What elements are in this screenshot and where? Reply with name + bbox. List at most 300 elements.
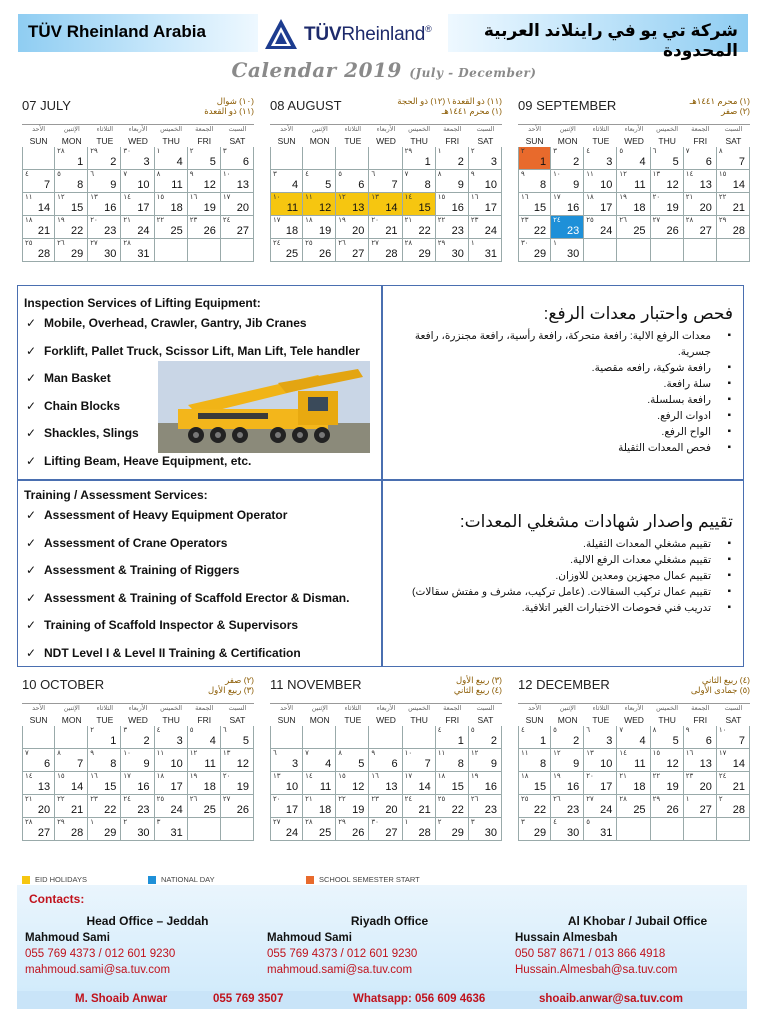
hijri-day: ١٣: [371, 194, 379, 201]
day-cell: [551, 726, 584, 749]
gregorian-day: 24: [170, 804, 183, 816]
day-cell: [121, 147, 154, 170]
hijri-day: ٢٨: [25, 819, 33, 826]
hijri-day: ١١: [156, 750, 165, 757]
hijri-day: ١: [156, 148, 161, 155]
gregorian-day: 1: [540, 156, 547, 168]
gregorian-day: 26: [319, 248, 332, 260]
day-cell: [684, 193, 717, 216]
lifting-item-en: ✓ Lifting Beam, Heave Equipment, etc.: [24, 454, 360, 482]
contacts-panel: [17, 885, 747, 991]
gregorian-day: 6: [705, 735, 712, 747]
day-cell: [336, 795, 369, 818]
day-cell: [88, 216, 121, 239]
day-cell: [155, 795, 188, 818]
hijri-month-2: (٢) صفر: [721, 106, 750, 116]
hijri-day: ٧: [619, 727, 624, 734]
office-name: Head Office – Jeddah: [86, 914, 209, 928]
office-phone[interactable]: 055 769 4373 / 012 601 9230: [267, 948, 418, 960]
hijri-day: ٢٢: [156, 217, 165, 224]
gregorian-day: 15: [104, 781, 117, 793]
weekday-ar: الخميس: [408, 705, 431, 712]
hijri-day: ٤: [25, 171, 29, 178]
weekday-en: THU: [162, 136, 180, 146]
day-cell: [617, 170, 650, 193]
office-khobar: [515, 914, 760, 978]
day-cell: [551, 216, 584, 239]
company-name-ar: شركة تي يو في راينلاند العربية المحدودة: [483, 21, 738, 60]
day-cell: [303, 818, 336, 841]
day-cell: [121, 216, 154, 239]
hijri-day: ٣: [521, 819, 525, 826]
weekday-en: SUN: [525, 715, 544, 725]
gregorian-day: 7: [77, 758, 84, 770]
hijri-day: ٣: [273, 171, 277, 178]
day-cell: [221, 147, 254, 170]
day-cell: [469, 147, 502, 170]
hijri-day: ٥: [586, 819, 591, 826]
day-cell: [717, 147, 750, 170]
hijri-day: ١٠: [404, 750, 413, 757]
day-cell: [617, 216, 650, 239]
day-cell: [651, 749, 684, 772]
hijri-day: ٢٧: [652, 217, 661, 224]
hijri-day: ٢: [470, 148, 475, 155]
gregorian-day: 30: [104, 248, 117, 260]
day-cell: [155, 818, 188, 841]
hijri-day: ١٣: [273, 773, 281, 780]
day-cell: [436, 147, 469, 170]
gregorian-day: 1: [424, 156, 431, 168]
lifting-title-ar: فحص واحتبار معدات الرفع:: [543, 304, 733, 323]
hijri-day: ١٥: [652, 750, 661, 757]
hijri-month-2: (٤) ربيع الثاني: [453, 685, 502, 695]
day-cell: [336, 239, 369, 262]
day-cell: [121, 726, 154, 749]
hijri-day: ٢٧: [371, 240, 379, 247]
hijri-month-2: (١) محرم ١٤٤١هـ: [441, 106, 502, 116]
gregorian-day: 22: [451, 804, 464, 816]
day-cell: [303, 193, 336, 216]
day-cell: [188, 818, 221, 841]
gregorian-day: 30: [484, 827, 497, 839]
gregorian-day: 22: [71, 225, 84, 237]
day-cell: [469, 818, 502, 841]
gregorian-day: 27: [352, 248, 365, 260]
weekday-ar: الخميس: [656, 126, 679, 133]
hijri-day: ١٢: [189, 750, 198, 757]
day-cell: [436, 239, 469, 262]
gregorian-day: 5: [325, 179, 332, 191]
hijri-day: ٢٨: [57, 148, 65, 155]
hijri-day: ٨: [718, 148, 723, 155]
month-grid: [270, 703, 502, 841]
lifting-services-ar: [398, 304, 733, 456]
gregorian-day: 30: [567, 248, 580, 260]
hijri-day: ١١: [437, 750, 446, 757]
gregorian-day: 17: [600, 202, 613, 214]
hijri-day: ٢٢: [338, 796, 346, 803]
gregorian-day: 18: [633, 781, 646, 793]
gregorian-day: 19: [203, 202, 216, 214]
hijri-day: ٤: [553, 819, 557, 826]
office-phone[interactable]: 050 587 8671 / 013 866 4918: [515, 948, 666, 960]
lifting-item-ar: ▪ رافعة شوكية، رافعه مقصية.: [398, 360, 733, 376]
hijri-day: ٢٠: [273, 796, 281, 803]
day-cell: [22, 216, 55, 239]
hijri-day: ٢٩: [57, 819, 65, 826]
weekday-row-en: [270, 135, 502, 147]
day-cell: [518, 239, 551, 262]
office-email[interactable]: mahmoud.sami@sa.tuv.com: [25, 964, 171, 976]
hijri-day: ١٣: [586, 750, 594, 757]
day-cell: [403, 772, 436, 795]
day-cell: [155, 147, 188, 170]
day-cell: [684, 772, 717, 795]
weekday-en: FRI: [445, 136, 460, 146]
weekday-ar: الخميس: [160, 705, 183, 712]
footer-phone[interactable]: 055 769 3507: [213, 993, 284, 1005]
day-cell: [651, 726, 684, 749]
weekday-en: SUN: [277, 136, 296, 146]
footer-whatsapp[interactable]: Whatsapp: 056 609 4636: [353, 993, 486, 1005]
hijri-day: ٤: [156, 727, 161, 734]
day-cell: [55, 726, 88, 749]
weekday-en: FRI: [197, 715, 212, 725]
training-services-ar: [398, 512, 733, 616]
hijri-day: ٢٩: [90, 148, 98, 155]
gregorian-day: 13: [352, 202, 365, 214]
day-cell: [651, 193, 684, 216]
hijri-day: ١٦: [685, 750, 694, 757]
hijri-day: ١٧: [273, 217, 281, 224]
day-cell: [270, 772, 303, 795]
day-cell: [221, 170, 254, 193]
hijri-day: ٨: [57, 750, 61, 757]
hijri-day: ١٩: [553, 773, 561, 780]
hijri-day: ١٨: [25, 217, 33, 224]
weekday-en: THU: [658, 136, 676, 146]
day-cell: [303, 795, 336, 818]
gregorian-day: 9: [573, 758, 580, 770]
gregorian-day: 30: [451, 248, 464, 260]
lifting-item-ar: ▪ الواح الرفع.: [398, 424, 733, 440]
legend-school: SCHOOL SEMESTER START: [306, 875, 420, 884]
gregorian-day: 4: [209, 735, 216, 747]
calendar-title: Calendar 2019 (July - December): [231, 58, 537, 82]
hijri-day: ١٣: [90, 194, 98, 201]
gregorian-day: 12: [236, 758, 249, 770]
gregorian-day: 3: [490, 156, 497, 168]
hijri-day: ٥: [57, 171, 61, 178]
office-email[interactable]: Hussain.Almesbah@sa.tuv.com: [515, 964, 678, 976]
gregorian-day: 29: [418, 248, 431, 260]
day-cell: [617, 726, 650, 749]
day-cell: [121, 795, 154, 818]
month-header: [518, 94, 750, 124]
hijri-day: ٢: [521, 148, 525, 155]
gregorian-day: 7: [44, 179, 51, 191]
weekday-en: FRI: [197, 136, 212, 146]
day-cell: [717, 818, 750, 841]
weekday-ar: الجمعة: [443, 705, 462, 712]
day-cell: [121, 818, 154, 841]
gregorian-day: 7: [391, 179, 398, 191]
gregorian-day: 9: [490, 758, 497, 770]
day-cell: [221, 795, 254, 818]
day-cell: [270, 726, 303, 749]
day-cell: [403, 147, 436, 170]
gregorian-day: 9: [573, 179, 580, 191]
hijri-day: ١٠: [718, 727, 727, 734]
footer-email[interactable]: shoaib.anwar@sa.tuv.com: [539, 993, 683, 1005]
hijri-day: ١: [90, 819, 95, 826]
hijri-months: [454, 675, 502, 695]
gregorian-day: 25: [319, 827, 332, 839]
day-cell: [469, 772, 502, 795]
month-calendar: [518, 673, 750, 841]
hijri-day: ٢٥: [156, 796, 165, 803]
weekday-en: WED: [128, 715, 148, 725]
day-cell: [403, 749, 436, 772]
hijri-day: ٢٠: [371, 217, 379, 224]
gregorian-day: 26: [666, 804, 679, 816]
day-cell: [22, 795, 55, 818]
lifting-list-ar: [398, 328, 733, 456]
hijri-day: ٦: [371, 171, 376, 178]
weekday-en: WED: [128, 136, 148, 146]
gregorian-day: 8: [540, 179, 547, 191]
hijri-day: ١٤: [619, 750, 627, 757]
day-cell: [651, 818, 684, 841]
hijri-day: ١٢: [553, 750, 561, 757]
gregorian-day: 27: [699, 804, 712, 816]
hijri-day: ٢٢: [57, 796, 65, 803]
hijri-day: ١٦: [470, 194, 479, 201]
gregorian-day: 8: [540, 758, 547, 770]
gregorian-day: 31: [137, 248, 150, 260]
weekday-en: SAT: [477, 136, 494, 146]
hijri-day: ٧: [305, 750, 309, 757]
page-header: [0, 0, 768, 60]
day-cell: [436, 772, 469, 795]
hijri-day: ٤: [305, 171, 309, 178]
office-email[interactable]: mahmoud.sami@sa.tuv.com: [267, 964, 413, 976]
hijri-day: ١١: [25, 194, 33, 201]
weekday-en: SUN: [29, 136, 48, 146]
day-cell: [188, 795, 221, 818]
gregorian-day: 21: [732, 781, 745, 793]
day-cell: [155, 216, 188, 239]
hijri-day: ١٥: [338, 773, 346, 780]
day-cell: [55, 749, 88, 772]
hijri-day: ٦: [273, 750, 277, 757]
hijri-day: ٢٧: [273, 819, 281, 826]
month-calendar: [22, 673, 254, 841]
day-cell: [403, 193, 436, 216]
hijri-day: ١٠: [273, 194, 281, 201]
weekday-ar: الخميس: [656, 705, 679, 712]
hijri-day: ٧: [123, 171, 128, 178]
gregorian-day: 16: [137, 781, 150, 793]
hijri-day: ١٥: [437, 194, 446, 201]
day-cell: [551, 795, 584, 818]
hijri-day: ١٧: [718, 750, 727, 757]
hijri-day: ٢١: [305, 796, 313, 803]
day-cell: [88, 147, 121, 170]
lifting-item-ar: ▪ سلة رافعة.: [398, 376, 733, 392]
gregorian-day: 21: [418, 804, 431, 816]
hijri-day: ٢٠: [90, 217, 98, 224]
hijri-day: ١٣: [652, 171, 661, 178]
gregorian-day: 17: [137, 202, 150, 214]
hijri-day: ٢٢: [718, 194, 727, 201]
hijri-day: ٧: [404, 171, 409, 178]
day-cell: [436, 749, 469, 772]
day-cell: [584, 147, 617, 170]
office-phone[interactable]: 055 769 4373 / 012 601 9230: [25, 948, 176, 960]
weekday-en: TUE: [344, 136, 362, 146]
weekday-en: TUE: [96, 715, 114, 725]
gregorian-day: 5: [358, 758, 365, 770]
month-name: 11 NOVEMBER: [270, 677, 362, 692]
day-cell: [270, 239, 303, 262]
day-cell: [369, 239, 402, 262]
training-item-en: ✓ Assessment & Training of Scaffold Erector & Disman.: [24, 591, 349, 619]
hijri-day: ٢٦: [470, 796, 479, 803]
gregorian-day: 14: [732, 179, 745, 191]
weekday-ar: الجمعة: [195, 705, 214, 712]
hijri-months: [397, 96, 502, 116]
gregorian-day: 5: [672, 156, 679, 168]
gregorian-day: 2: [573, 156, 580, 168]
hijri-day: ١٤: [305, 773, 313, 780]
footer-bar: [17, 991, 747, 1009]
day-cells: [270, 726, 502, 841]
hijri-day: ٢٠: [586, 773, 594, 780]
hijri-day: ٢٩: [404, 148, 413, 155]
hijri-day: ٩: [521, 171, 525, 178]
hijri-day: ٢٨: [685, 217, 694, 224]
hijri-month-1: (١) محرم ١٤٤١هـ: [689, 96, 750, 106]
weekday-ar: الجمعة: [443, 126, 462, 133]
day-cell: [270, 795, 303, 818]
gregorian-day: 15: [71, 202, 84, 214]
hijri-day: ١١: [586, 171, 594, 178]
gregorian-day: 14: [71, 781, 84, 793]
weekday-en: FRI: [693, 136, 708, 146]
weekday-en: TUE: [344, 715, 362, 725]
logo-wordmark: TÜVRheinland®: [304, 24, 432, 45]
weekday-ar: الإثنين: [63, 126, 80, 133]
hijri-day: ٢: [437, 819, 442, 826]
hijri-day: ٢٧: [586, 796, 594, 803]
gregorian-day: 12: [666, 758, 679, 770]
hijri-day: ١٤: [123, 194, 131, 201]
day-cell: [121, 772, 154, 795]
training-title-ar: تقييم واصدار شهادات مشغلي المعدات:: [459, 512, 733, 531]
month-name: 08 AUGUST: [270, 98, 342, 113]
gregorian-day: 8: [110, 758, 117, 770]
day-cell: [717, 795, 750, 818]
day-cell: [518, 795, 551, 818]
weekday-en: FRI: [445, 715, 460, 725]
gregorian-day: 24: [484, 225, 497, 237]
day-cell: [369, 818, 402, 841]
hijri-day: ٩: [90, 750, 95, 757]
day-cell: [518, 749, 551, 772]
hijri-day: ٢: [90, 727, 95, 734]
hijri-month-2: (٥) جمادى الأولى: [690, 685, 750, 695]
day-cell: [436, 193, 469, 216]
gregorian-day: 24: [285, 827, 299, 839]
hijri-day: ٨: [156, 171, 161, 178]
weekday-row-ar: [22, 125, 254, 135]
school-swatch: [306, 876, 314, 884]
day-cell: [369, 170, 402, 193]
weekday-en: TUE: [96, 136, 114, 146]
hijri-day: ٥: [338, 171, 343, 178]
gregorian-day: 13: [385, 781, 398, 793]
national-swatch: [148, 876, 156, 884]
month-header: [270, 94, 502, 124]
hijri-day: ٢: [718, 796, 723, 803]
hijri-day: ٢١: [685, 194, 694, 201]
day-cells: [22, 726, 254, 841]
gregorian-day: 29: [451, 827, 464, 839]
gregorian-day: 19: [352, 804, 365, 816]
hijri-day: ٨: [652, 727, 657, 734]
gregorian-day: 23: [567, 804, 580, 816]
gregorian-day: 20: [236, 202, 249, 214]
day-cell: [22, 772, 55, 795]
gregorian-day: 15: [451, 781, 464, 793]
hijri-day: ٢٤: [718, 773, 727, 780]
hijri-month-1: (٣) ربيع الأول: [455, 675, 502, 685]
month-grid: [22, 703, 254, 841]
weekday-en: MON: [309, 715, 330, 725]
weekday-en: TUE: [592, 136, 610, 146]
gregorian-day: 10: [137, 179, 150, 191]
day-cell: [336, 216, 369, 239]
gregorian-day: 21: [37, 225, 51, 237]
day-cell: [436, 216, 469, 239]
weekday-ar: الجمعة: [195, 126, 214, 133]
day-cell: [551, 818, 584, 841]
lifting-item-ar: ▪ معدات الرفع الالية: رافعة متحركة، رافعة رأسية، رافعة مجنزرة، رافعة جسرية.: [398, 328, 733, 360]
gregorian-day: 6: [242, 156, 249, 168]
hijri-day: ١٦: [90, 773, 98, 780]
gregorian-day: 10: [600, 179, 613, 191]
day-cell: [551, 193, 584, 216]
hijri-day: ١٨: [521, 773, 529, 780]
hijri-day: ١٤: [685, 171, 694, 178]
hijri-day: ٢٠: [652, 194, 661, 201]
hijri-day: ٥: [189, 727, 194, 734]
gregorian-day: 24: [600, 804, 613, 816]
weekday-ar: الأربعاء: [128, 126, 148, 133]
hijri-day: ١٩: [57, 217, 65, 224]
hijri-day: ٢٦: [338, 240, 346, 247]
day-cell: [436, 818, 469, 841]
day-cell: [303, 147, 336, 170]
gregorian-day: 30: [567, 827, 580, 839]
weekday-en: TUE: [592, 715, 610, 725]
gregorian-day: 11: [634, 758, 646, 770]
gregorian-day: 4: [639, 735, 646, 747]
day-cell: [22, 749, 55, 772]
day-cell: [651, 170, 684, 193]
